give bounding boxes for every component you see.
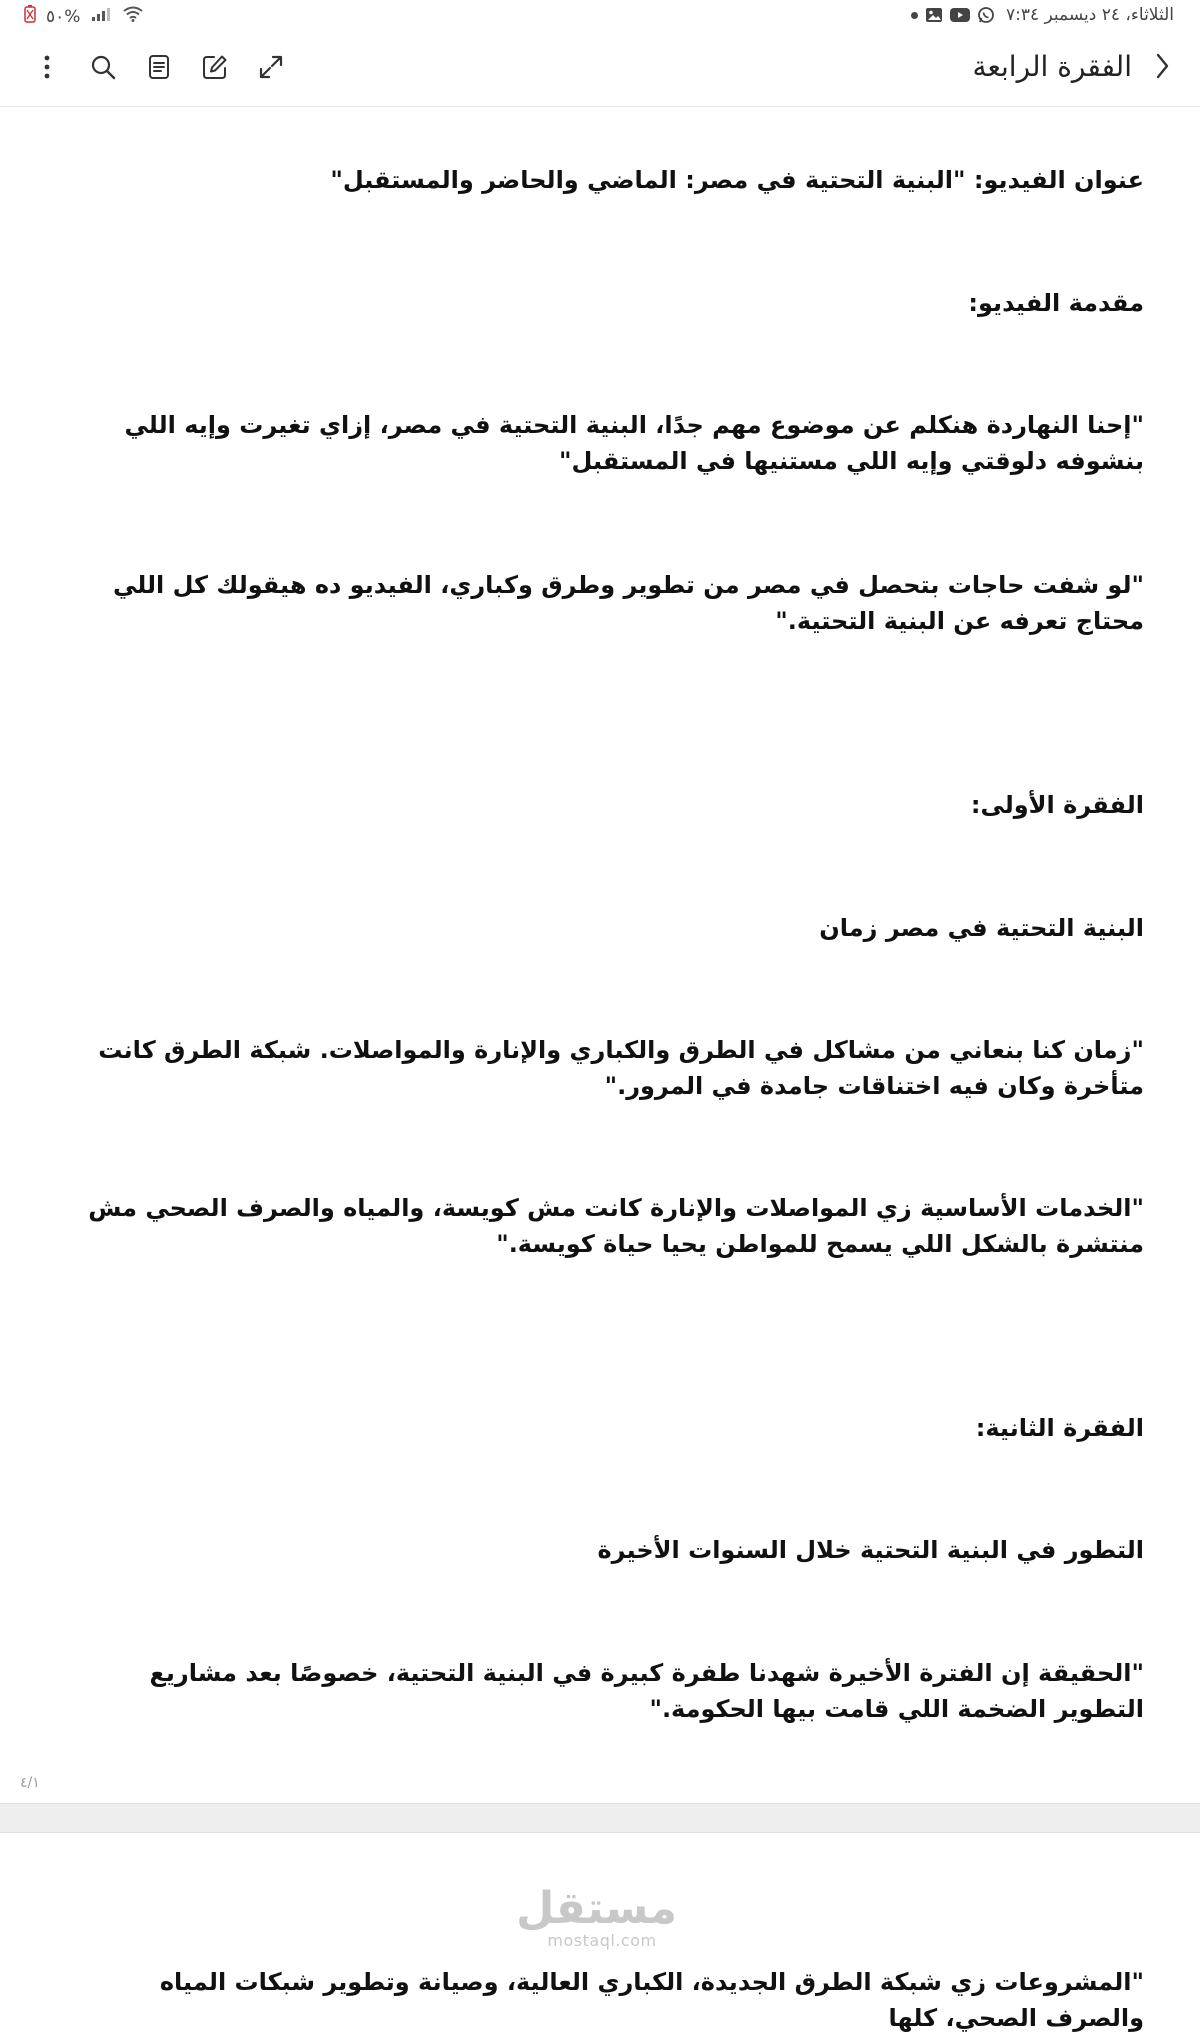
paragraph-section-1-body-1: "زمان كنا بنعاني من مشاكل في الطرق والكباري والإنارة والمواصلات. شبكة الطرق كانت متأخرة وكان فيه اختناقات جامدة في المرور.": [98, 1036, 1144, 1100]
status-left: [24, 5, 144, 28]
watermark-arabic: مستقل: [516, 1883, 677, 1934]
signal-icon: [90, 6, 112, 27]
more-options-button[interactable]: [28, 50, 66, 88]
paragraph-video-title: عنوان الفيديو: "البنية التحتية في مصر: الماضي والحاضر والمستقبل": [330, 166, 1144, 194]
battery-level: ٥٠%: [46, 6, 81, 27]
paragraph-section-2-body-1: "الحقيقة إن الفترة الأخيرة شهدنا طفرة كبيرة في البنية التحتية، خصوصًا بعد مشاريع التطوير الضخمة اللي قامت بيها الحكومة.": [149, 1659, 1144, 1723]
paragraph-intro-1: "إحنا النهاردة هنكلم عن موضوع مهم جدًا، البنية التحتية في مصر، إزاي تغيرت وإيه اللي بنشوفه دلوقتي وإيه اللي مستنيها في المستقبل": [124, 411, 1144, 475]
expand-icon: [258, 54, 284, 84]
notification-dot: [911, 12, 918, 19]
youtube-icon: [950, 7, 970, 23]
status-right: [911, 5, 1174, 25]
expand-button[interactable]: [252, 50, 290, 88]
reading-mode-icon: [148, 54, 170, 84]
document-title: الفقرة الرابعة: [972, 50, 1132, 83]
search-icon: [90, 54, 116, 84]
paragraph-section-2-body-2: "المشروعات زي شبكة الطرق الجديدة، الكباري العالية، وصيانة وتطوير شبكات المياه والصرف الصحي، كلها: [159, 1968, 1144, 2032]
paragraph-section-1-heading: الفقرة الأولى:: [970, 791, 1144, 819]
toolbar-actions: [28, 50, 290, 88]
app-toolbar: [0, 38, 1200, 98]
battery-icon: [24, 5, 36, 28]
paragraph-section-1-body-2: "الخدمات الأساسية زي المواصلات والإنارة كانت مش كويسة، والمياه والصرف الصحي مش منتشرة بالشكل اللي يسمح للمواطن يحيا حياة كويسة.": [88, 1194, 1144, 1258]
search-button[interactable]: [84, 50, 122, 88]
reading-mode-button[interactable]: [140, 50, 178, 88]
edit-icon: [202, 54, 228, 84]
paragraph-intro-2: "لو شفت حاجات بتحصل في مصر من تطوير وطرق وكباري، الفيديو ده هيقولك كل اللي محتاج تعرفه عن البنية التحتية.": [112, 571, 1144, 635]
paragraph-intro-heading: مقدمة الفيديو:: [968, 289, 1144, 317]
watermark-logo: [516, 1883, 677, 1950]
chevron-right-icon: [1153, 52, 1171, 84]
status-bar: [0, 0, 1200, 32]
paragraph-section-1-title: البنية التحتية في مصر زمان: [819, 914, 1144, 942]
more-icon: [43, 54, 51, 84]
back-button[interactable]: [1146, 52, 1178, 84]
paragraph-section-2-title: التطور في البنية التحتية خلال السنوات الأخيرة: [597, 1536, 1144, 1564]
notification-icons: [911, 7, 996, 23]
page-separator: [0, 1803, 1200, 1833]
paragraph-section-2-heading: الفقرة الثانية:: [975, 1414, 1144, 1442]
status-datetime: الثلاثاء، ٢٤ ديسمبر ٧:٣٤: [1006, 5, 1174, 25]
document-page-1[interactable]: [0, 107, 1200, 1802]
wifi-icon: [122, 6, 144, 27]
page-number: ٤/١: [20, 1775, 40, 1791]
whatsapp-icon: [976, 7, 996, 23]
watermark-latin: mostaql.com: [547, 1931, 657, 1950]
gallery-icon: [924, 7, 944, 23]
edit-button[interactable]: [196, 50, 234, 88]
